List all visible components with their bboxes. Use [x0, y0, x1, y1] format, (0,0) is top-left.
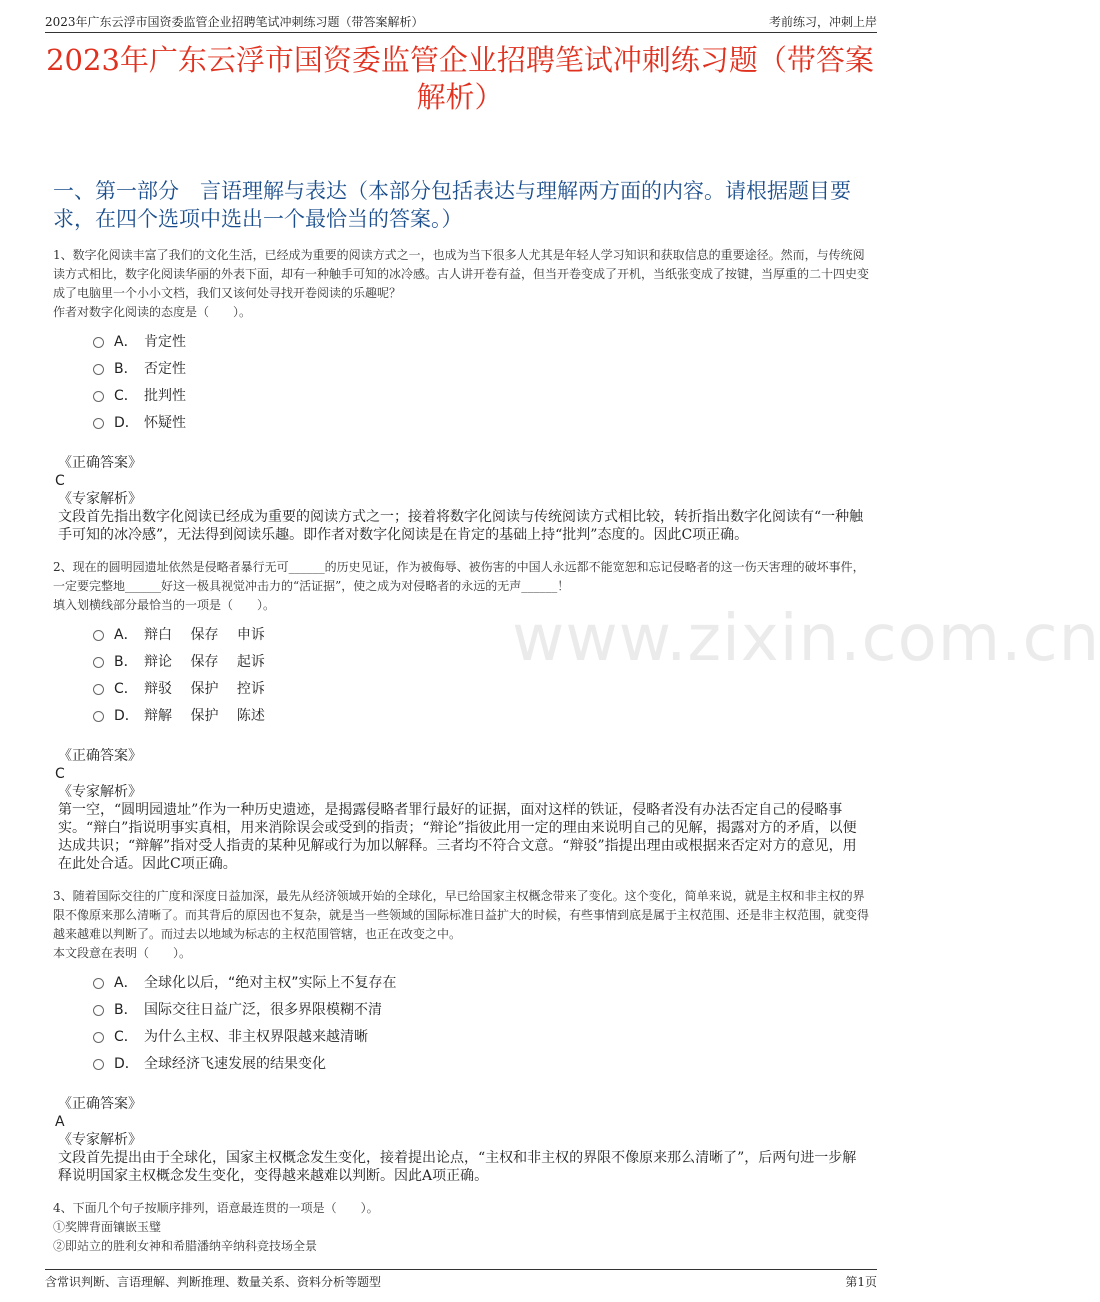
option-a[interactable]: A． 辩白 保存 申诉	[93, 620, 870, 647]
section-title: 一、第一部分 言语理解与表达（本部分包括表达与理解两方面的内容。请根据题目要求，在四个选项中选出一个最恰当的答案。）	[53, 179, 851, 231]
radio-icon[interactable]	[93, 684, 104, 695]
answer-value: C	[55, 766, 65, 782]
option-b[interactable]: B． 辩论 保存 起诉	[93, 647, 870, 674]
question-1	[53, 246, 870, 544]
page-header	[45, 11, 877, 33]
answer-block	[53, 454, 870, 544]
option-b[interactable]: B． 国际交往日益广泛，很多界限模糊不清	[93, 995, 870, 1022]
radio-icon[interactable]	[93, 711, 104, 722]
document-title: 2023年广东云浮市国资委监管企业招聘笔试冲刺练习题（带答案解析）	[46, 43, 874, 114]
explanation-label: 《专家解析》	[58, 491, 142, 507]
list-item: ②即站立的胜利女神和希腊潘纳辛纳科竞技场全景	[53, 1239, 318, 1253]
option-list	[93, 968, 870, 1076]
answer-value: A	[55, 1114, 65, 1130]
answer-label: 《正确答案》	[58, 455, 142, 471]
radio-icon[interactable]	[93, 391, 104, 402]
explanation-label: 《专家解析》	[58, 784, 142, 800]
radio-icon[interactable]	[93, 1059, 104, 1070]
explanation-label: 《专家解析》	[58, 1132, 142, 1148]
option-d[interactable]: D． 辩解 保护 陈述	[93, 701, 870, 728]
question-4	[53, 1199, 870, 1256]
radio-icon[interactable]	[93, 337, 104, 348]
radio-icon[interactable]	[93, 1032, 104, 1043]
option-c[interactable]: C． 辩驳 保护 控诉	[93, 674, 870, 701]
question-3	[53, 887, 870, 1185]
question-prompt: 填入划横线部分最恰当的一项是（ ）。	[53, 598, 276, 612]
radio-icon[interactable]	[93, 364, 104, 375]
header-title: 2023年广东云浮市国资委监管企业招聘笔试冲刺练习题（带答案解析）	[45, 15, 424, 29]
radio-icon[interactable]	[93, 1005, 104, 1016]
header-slogan: 考前练习，冲刺上岸	[768, 15, 877, 29]
question-prompt: 作者对数字化阅读的态度是（ ）。	[53, 305, 252, 319]
explanation-text: 文段首先提出由于全球化，国家主权概念发生变化，接着提出论点，“主权和非主权的界限不像原来那么清晰了”，后两句进一步解释说明国家主权概念发生变化，变得越来越难以判断。因此A项正确。	[58, 1150, 857, 1184]
question-2	[53, 558, 870, 873]
radio-icon[interactable]	[93, 418, 104, 429]
option-c[interactable]: C． 为什么主权、非主权界限越来越清晰	[93, 1022, 870, 1049]
page-footer	[45, 1269, 877, 1292]
question-text: 2、现在的圆明园遗址依然是侵略者暴行无可______的历史见证，作为被侮辱、被伤害的中国人永远都不能宽恕和忘记侵略者的这一伤天害理的破坏事件，一定要完整地______好这一极具视觉冲击力的“活证据”，使之成为对侵略者的永远的无声______！	[53, 560, 865, 593]
option-c[interactable]: C． 批判性	[93, 381, 870, 408]
option-d[interactable]: D． 怀疑性	[93, 408, 870, 435]
question-prompt: 本文段意在表明（ ）。	[53, 946, 192, 960]
explanation-text: 文段首先指出数字化阅读已经成为重要的阅读方式之一；接着将数字化阅读与传统阅读方式相比较，转折指出数字化阅读有“一种触手可知的冰冷感”，无法得到阅读乐趣。即作者对数字化阅读是在肯定的基础上持“批判”态度的。因此C项正确。	[58, 509, 864, 543]
answer-block	[53, 747, 870, 873]
answer-label: 《正确答案》	[58, 1096, 142, 1112]
explanation-text: 第一空，“圆明园遗址”作为一种历史遗迹，是揭露侵略者罪行最好的证据，面对这样的铁证，侵略者没有办法否定自己的侵略事实。“辩白”指说明事实真相，用来消除误会或受到的指责；“辩论”指彼此用一定的理由来说明自己的见解，揭露对方的矛盾，以便达成共识；“辩解”指对受人指责的某种见解或行为加以解释。三者均不符合文意。“辩驳”指提出理由或根据来否定对方的意见，用在此处合适。因此C项正确。	[58, 802, 857, 872]
radio-icon[interactable]	[93, 657, 104, 668]
option-d[interactable]: D． 全球经济飞速发展的结果变化	[93, 1049, 870, 1076]
option-list	[93, 327, 870, 435]
option-a[interactable]: A． 肯定性	[93, 327, 870, 354]
questions-container	[53, 246, 870, 1256]
radio-icon[interactable]	[93, 630, 104, 641]
answer-label: 《正确答案》	[58, 748, 142, 764]
page-number: 第1页	[845, 1274, 877, 1289]
option-list	[93, 620, 870, 728]
answer-block	[53, 1095, 870, 1185]
option-a[interactable]: A． 全球化以后，“绝对主权”实际上不复存在	[93, 968, 870, 995]
answer-value: C	[55, 473, 65, 489]
list-item: ①奖牌背面镶嵌玉璧	[53, 1220, 162, 1234]
radio-icon[interactable]	[93, 978, 104, 989]
option-b[interactable]: B． 否定性	[93, 354, 870, 381]
question-text: 3、随着国际交往的广度和深度日益加深，最先从经济领域开始的全球化，早已给国家主权概念带来了变化。这个变化，简单来说，就是主权和非主权的界限不像原来那么清晰了。而其背后的原因也不复杂，就是当一些领域的国际标准日益扩大的时候，有些事情到底是属于主权范围、还是非主权范围，就变得越来越难以判断了。而过去以地域为标志的主权范围管辖，也正在改变之中。	[53, 889, 870, 941]
question-text: 4、下面几个句子按顺序排列，语意最连贯的一项是（ ）。	[53, 1201, 379, 1215]
footer-note: 含常识判断、言语理解、判断推理、数量关系、资料分析等题型	[45, 1274, 382, 1289]
watermark: www.zixin.com.cn	[512, 602, 1100, 676]
question-text: 1、数字化阅读丰富了我们的文化生活，已经成为重要的阅读方式之一，也成为当下很多人尤其是年轻人学习知识和获取信息的重要途径。然而，与传统阅读方式相比，数字化阅读华丽的外表下面，却有一种触手可知的冰冷感。古人讲开卷有益，但当开卷变成了开机，当纸张变成了按键，当厚重的二十四史变成了电脑里一个小小文档，我们又该何处寻找开卷阅读的乐趣呢？	[53, 248, 870, 300]
